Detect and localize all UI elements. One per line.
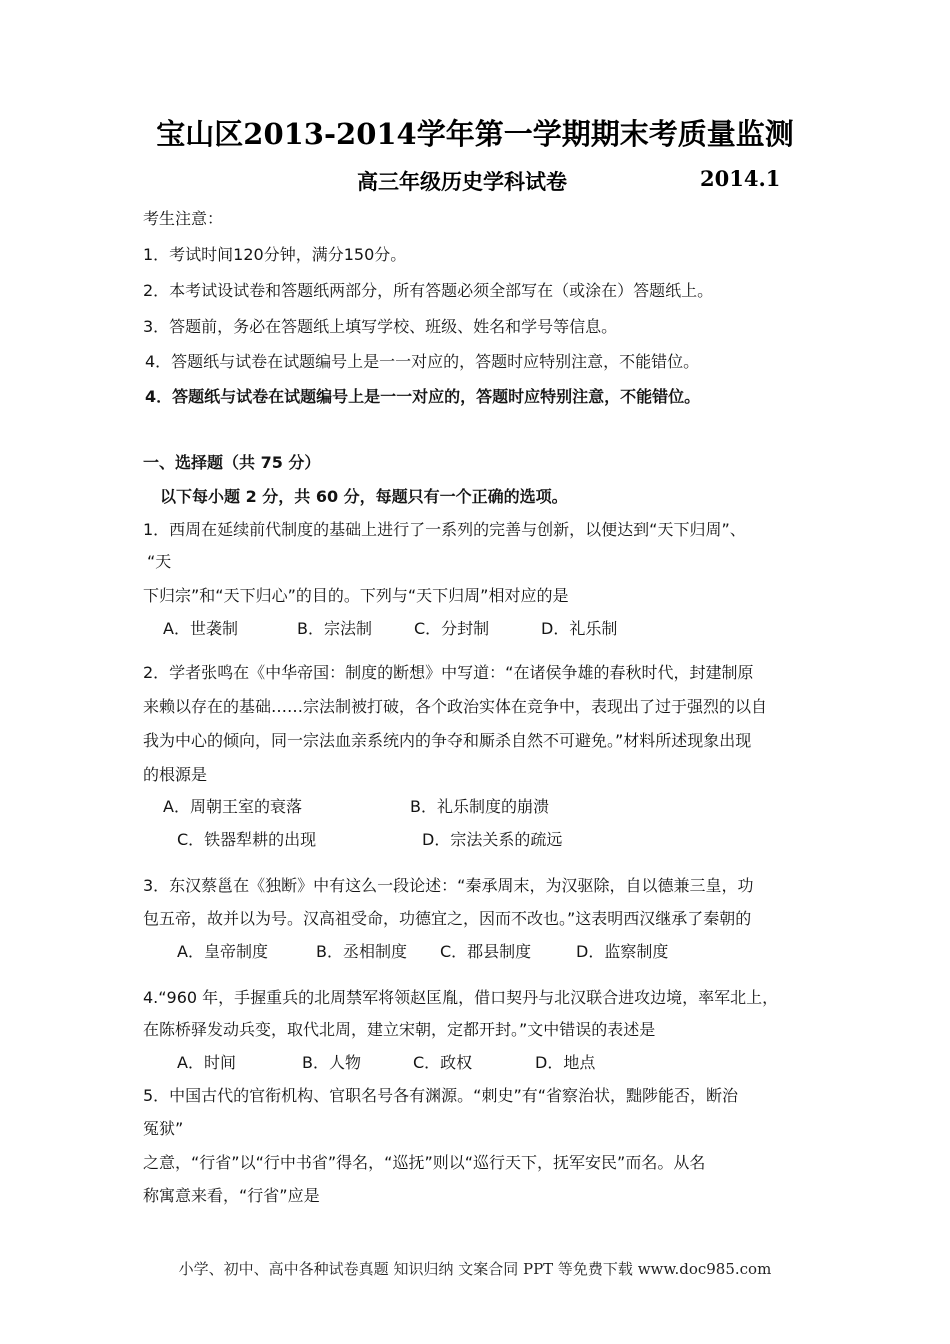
- question-3-line: 3．东汉蔡邕在《独断》中有这么一段论述：“秦承周末，为汉驱除，自以德兼三皇，功: [143, 876, 754, 895]
- question-1-option-b: B．宗法制: [297, 619, 372, 638]
- question-2-line: 2．学者张鸣在《中华帝国：制度的断想》中写道：“在诸侯争雄的春秋时代，封建制原: [143, 663, 754, 682]
- question-1-option-d: D．礼乐制: [541, 619, 618, 638]
- notice-item: 3．答题前，务必在答题纸上填写学校、班级、姓名和学号等信息。: [143, 317, 618, 336]
- question-2-option-b: B．礼乐制度的崩溃: [410, 797, 549, 816]
- document-date: 2014.1: [700, 166, 781, 191]
- notice-item-bold: 4．答题纸与试卷在试题编号上是一一对应的，答题时应特别注意，不能错位。: [145, 387, 701, 406]
- question-3-option-a: A．皇帝制度: [177, 942, 268, 961]
- question-4-line: 在陈桥驿发动兵变，取代北周，建立宋朝，定都开封。”文中错误的表述是: [143, 1020, 656, 1039]
- section-heading: 一、选择题（共 75 分）: [143, 453, 321, 472]
- document-subtitle: 高三年级历史学科试卷: [357, 169, 567, 194]
- question-2-option-c: C．铁器犁耕的出现: [177, 830, 317, 849]
- question-1-option-a: A．世袭制: [163, 619, 238, 638]
- question-1-option-c: C．分封制: [414, 619, 490, 638]
- question-1-line: “天: [147, 552, 172, 571]
- question-3-option-d: D．监察制度: [576, 942, 669, 961]
- question-5-line: 冤狱”: [143, 1119, 184, 1138]
- question-2-line: 的根源是: [143, 765, 208, 784]
- notice-item: 4．答题纸与试卷在试题编号上是一一对应的，答题时应特别注意，不能错位。: [145, 352, 700, 371]
- question-2-line: 我为中心的倾向，同一宗法血亲系统内的争夺和厮杀自然不可避免。”材料所述现象出现: [143, 731, 752, 750]
- question-2-option-a: A．周朝王室的衰落: [163, 797, 302, 816]
- document-title: 宝山区2013-2014学年第一学期期末考质量监测: [156, 117, 794, 151]
- footer-text: 小学、初中、高中各种试卷真题 知识归纳 文案合同 PPT 等免费下载 www.doc985.com: [178, 1260, 772, 1278]
- question-3-option-c: C．郡县制度: [440, 942, 532, 961]
- question-4-option-a: A．时间: [177, 1053, 236, 1072]
- question-3-line: 包五帝，故并以为号。汉高祖受命，功德宜之，因而不改也。”这表明西汉继承了秦朝的: [143, 909, 752, 928]
- question-4-option-c: C．政权: [413, 1053, 473, 1072]
- question-5-line: 称寓意来看，“行省”应是: [143, 1186, 320, 1205]
- notice-item: 2．本考试设试卷和答题纸两部分，所有答题必须全部写在（或涂在）答题纸上。: [143, 281, 714, 300]
- question-2-line: 来赖以存在的基础……宗法制被打破，各个政治实体在竞争中，表现出了过于强烈的以自: [143, 697, 768, 716]
- question-1-line: 下归宗”和“天下归心”的目的。下列与“天下归周”相对应的是: [143, 586, 569, 605]
- question-3-option-b: B．丞相制度: [316, 942, 407, 961]
- question-5-line: 5．中国古代的官衔机构、官职名号各有渊源。“刺史”有“省察治状，黜陟能否，断治: [143, 1086, 739, 1105]
- question-2-option-d: D．宗法关系的疏远: [422, 830, 563, 849]
- notice-heading: 考生注意：: [143, 209, 224, 228]
- section-intro: 以下每小题 2 分，共 60 分，每题只有一个正确的选项。: [160, 487, 568, 506]
- question-4-option-d: D．地点: [535, 1053, 596, 1072]
- notice-item: 1．考试时间120分钟，满分150分。: [143, 245, 407, 264]
- question-4-line: 4.“960 年，手握重兵的北周禁军将领赵匡胤，借口契丹与北汉联合进攻边境，率军北上，: [143, 988, 779, 1007]
- question-4-option-b: B．人物: [302, 1053, 361, 1072]
- question-1-line: 1．西周在延续前代制度的基础上进行了一系列的完善与创新，以便达到“天下归周”、: [143, 520, 746, 539]
- question-5-line: 之意，“行省”以“行中书省”得名，“巡抚”则以“巡行天下，抚军安民”而名。从名: [143, 1153, 706, 1172]
